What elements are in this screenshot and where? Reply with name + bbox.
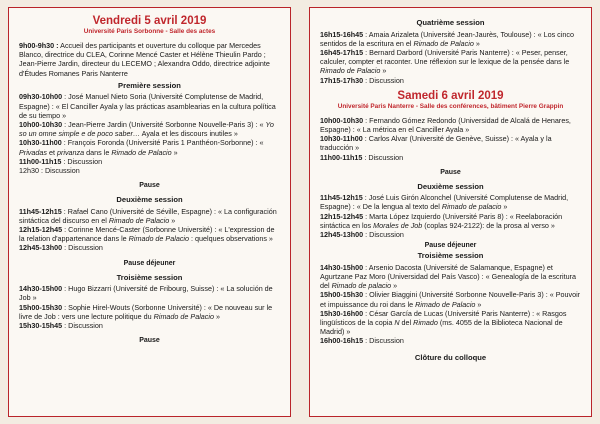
- entry-text: 12h30 : Discussion: [19, 165, 80, 175]
- entry-time: 15h00-15h30: [19, 302, 63, 312]
- session-list: [320, 30, 581, 85]
- program-entry: [320, 290, 581, 308]
- entry-text: : José Luis Girón Alconchel (Université Complutense de Madrid, Espagne) : « De la lengua al texto del: [320, 193, 569, 212]
- entry-title-italic: Rimado de Palacio: [128, 234, 190, 244]
- entry-time: 16h15-16h45: [320, 29, 364, 39]
- entry-text: Ayala et les discours inutiles »: [140, 129, 238, 139]
- entry-text: : Discussion: [363, 230, 404, 240]
- program-entry: [19, 138, 280, 156]
- session-list: [19, 207, 280, 253]
- entry-title-italic: Privadas: [19, 147, 47, 157]
- entry-text: : Discussion: [363, 336, 404, 346]
- entry-title-italic: Rimado: [413, 317, 438, 327]
- entry-time: 12h15-12h45: [19, 225, 63, 235]
- program-entry: [320, 336, 581, 345]
- entry-text: : Jean-Pierre Jardin (Université Sorbonne Nouvelle-Paris 3) : «: [62, 119, 266, 129]
- entry-text: »: [169, 215, 176, 225]
- entry-text: : Fernando Gómez Redondo (Universidad de Alcalá de Henares, Espagne) : « La métrica en el Canciller Ayala »: [320, 115, 571, 134]
- pause-label: Pause déjeuner: [123, 259, 176, 267]
- closing-label: Clôture du colloque: [414, 352, 487, 362]
- entry-text: : quelques observations »: [189, 234, 273, 244]
- program-entry: [320, 48, 581, 76]
- program-entry: [320, 30, 581, 48]
- program-entry: [320, 76, 581, 85]
- entry-title-italic: Yo so un omne simple e de poco saber…: [19, 119, 274, 139]
- entry-text: : Hugo Bizzarri (Université de Fribourg, Suisse) : « La solución de Job »: [19, 284, 273, 303]
- program-entry: [320, 230, 581, 239]
- entry-text: : Sophie Hirel-Wouts (Sorbonne Université) : « De nouveau sur le livre de Job : vers une lecture politique du: [19, 302, 273, 321]
- pause-label: Pause: [139, 182, 160, 190]
- entry-text: : Discussion: [362, 152, 404, 162]
- entry-text: : Amaia Arizaleta (Université Jean-Jaurès, Toulouse) : « Los cinco sentidos de la escritura en el: [320, 29, 574, 48]
- entry-text: : Marta López Izquierdo (Université Paris 8) : « Reelaboración sintáctica en los: [320, 211, 563, 230]
- entry-time: 15h00-15h30: [320, 290, 364, 300]
- venue-friday: Université Paris Sorbonne - Salle des actes: [83, 28, 216, 35]
- entry-title-italic: N: [394, 317, 400, 327]
- program-entry: [320, 212, 581, 230]
- opening-entry: [19, 41, 280, 78]
- entry-text: et: [46, 147, 57, 157]
- pause-label: Pause: [440, 168, 461, 176]
- entry-text: »: [380, 66, 387, 76]
- entry-time: 10h30-11h00: [320, 134, 363, 144]
- entry-title-italic: Rimado de Palacio: [413, 38, 474, 48]
- program-entry: [19, 243, 280, 252]
- program-panel-left: [8, 7, 291, 417]
- entry-time: 15h30-16h00: [320, 308, 364, 318]
- program-entry: [19, 207, 280, 225]
- entry-text: »: [473, 38, 480, 48]
- program-panel-right: [309, 7, 592, 417]
- entry-time: 16h00-16h15: [320, 336, 364, 346]
- entry-time: 14h30-15h00: [19, 284, 63, 294]
- pause-label: Pause déjeuner: [424, 242, 477, 250]
- entry-time: 9h00-9h30 :: [19, 41, 59, 50]
- entry-text: »: [391, 281, 398, 291]
- entry-title-italic: privanza: [56, 147, 85, 157]
- entry-text: »: [214, 311, 220, 321]
- entry-text: Accueil des participants et ouverture du colloque par Mercedes Blanco, directrice du CLEA, Corinne Mencé Caster et Hélène Thieulin Pardo ; Jean-Pierre Jardin, directeur du LECEMO ; Alexandra Oddo, directrice adjointe d'Études Romanes Paris Nanterre: [19, 41, 270, 78]
- entry-time: 14h30-15h00: [320, 262, 364, 272]
- entry-text: : Carlos Alvar (Université de Genève, Suisse) : « Ayala y la traducción »: [320, 134, 552, 153]
- entry-time: 10h30-11h00: [19, 138, 62, 148]
- program-entry: [19, 303, 280, 321]
- program-entry: [320, 116, 581, 134]
- entry-text: : Arsenio Dacosta (Université de Salamanque, Espagne) et Agurtzane Paz Moro (Universidad del País Vasco) : « Genealogía de la escritura del: [320, 262, 576, 291]
- entry-time: 12h45-13h00: [19, 243, 63, 253]
- program-entry: [320, 134, 581, 152]
- day-title-saturday: Samedi 6 avril 2019: [397, 89, 504, 102]
- program-entry: [19, 92, 280, 120]
- entry-time: 11h00-11h15: [19, 156, 62, 166]
- session-title: Troisième session: [417, 251, 484, 261]
- session-list: [320, 116, 581, 162]
- entry-title-italic: Rimado de Palacio: [320, 66, 381, 76]
- entry-text: : Olivier Biaggini (Université Sorbonne Nouvelle-Paris 3) : « Pouvoir et impuissance du roi dans le: [320, 290, 581, 309]
- entry-time: 11h00-11h15: [320, 152, 363, 162]
- program-entry: [19, 157, 280, 166]
- session-title: Première session: [118, 80, 181, 90]
- entry-text: : Discussion: [363, 75, 404, 85]
- day-title-friday: Vendredi 5 avril 2019: [92, 15, 207, 27]
- entry-text: del: [399, 317, 414, 327]
- session-list: [320, 263, 581, 346]
- entry-title-italic: Rimado de Palacio: [153, 311, 214, 321]
- entry-text: : Rafael Cano (Université de Séville, Espagne) : « La configuración sintáctica del discurso en el: [19, 206, 277, 225]
- session-title: Deuxième session: [417, 181, 484, 191]
- entry-text: »: [171, 147, 178, 157]
- entry-time: 09h30-10h00: [19, 92, 63, 102]
- session-title: Quatrième session: [416, 18, 485, 27]
- entry-time: 10h00-10h30: [19, 119, 63, 129]
- entry-text: (coplas 924-2122): de la prosa al verso »: [422, 220, 555, 230]
- entry-text: El Canciller Ayala y las prácticas asamblearias en la cultura política de su tiempo »: [19, 101, 276, 120]
- entry-title-italic: Rimado de palacio: [441, 202, 502, 212]
- venue-saturday: Université Paris Nanterre - Salle des conférences, bâtiment Pierre Grappin: [337, 102, 564, 110]
- entry-text: dans le: [84, 147, 112, 157]
- entry-time: 10h00-10h30: [320, 115, 364, 125]
- entry-time: 11h45-12h15: [320, 193, 363, 203]
- entry-text: »: [501, 202, 508, 212]
- entry-text: (ms. 4055 de la Biblioteca Nacional de Madrid) »: [320, 317, 563, 337]
- entry-time: 15h30-15h45: [19, 320, 63, 330]
- program-entry: [19, 321, 280, 330]
- entry-text: : François Foronda (Université Paris 1 Panthéon-Sorbonne) : «: [61, 138, 264, 148]
- program-entry: [19, 284, 280, 302]
- entry-time: 12h15-12h45: [320, 211, 364, 221]
- entry-text: : Discussion: [62, 320, 103, 330]
- entry-time: 16h45-17h15: [320, 47, 364, 57]
- entry-title-italic: Rimado de Palacio: [111, 147, 172, 157]
- entry-text: : Bernard Darbord (Université Paris Nanterre) : « Peser, penser, calculer, compter et raconter. Une réflexion sur le lexique de la pensée dans le: [320, 47, 570, 67]
- program-entry: [19, 225, 280, 243]
- pause-label: Pause: [139, 337, 160, 345]
- entry-text: : Discussion: [61, 156, 103, 166]
- program-entry: [320, 153, 581, 162]
- session-list: [320, 193, 581, 239]
- program-entry: [320, 309, 581, 337]
- program-entry: [19, 166, 280, 175]
- session-title: Deuxième session: [116, 195, 183, 205]
- entry-text: : Corinne Mencé-Caster (Sorbonne Université) : « L'expression de la relation d'appartenance dans le: [19, 225, 275, 244]
- entry-text: : Discussion: [62, 243, 103, 253]
- program-entry: [320, 263, 581, 291]
- entry-title-italic: Rimado de palacio: [331, 281, 392, 291]
- entry-title-italic: Rimado de Palacio: [415, 299, 476, 309]
- entry-time: 17h15-17h30: [320, 75, 364, 85]
- entry-time: 11h45-12h15: [19, 206, 62, 216]
- entry-title-italic: Rimado de Palacio: [108, 215, 170, 225]
- entry-text: : José Manuel Nieto Soria (Université Complutense de Madrid, Espagne) : «: [19, 92, 264, 111]
- entry-title-italic: Morales de Job: [373, 220, 423, 230]
- session-title: Troisième session: [116, 272, 183, 282]
- session-list: [19, 92, 280, 175]
- entry-time: 12h45-13h00: [320, 230, 364, 240]
- program-entry: [320, 193, 581, 211]
- entry-text: : César García de Lucas (Université Paris Nanterre) : « Rasgos lingüísticos de la copia: [320, 308, 567, 327]
- session-list: [19, 284, 280, 330]
- entry-text: »: [475, 299, 482, 309]
- program-entry: [19, 120, 280, 138]
